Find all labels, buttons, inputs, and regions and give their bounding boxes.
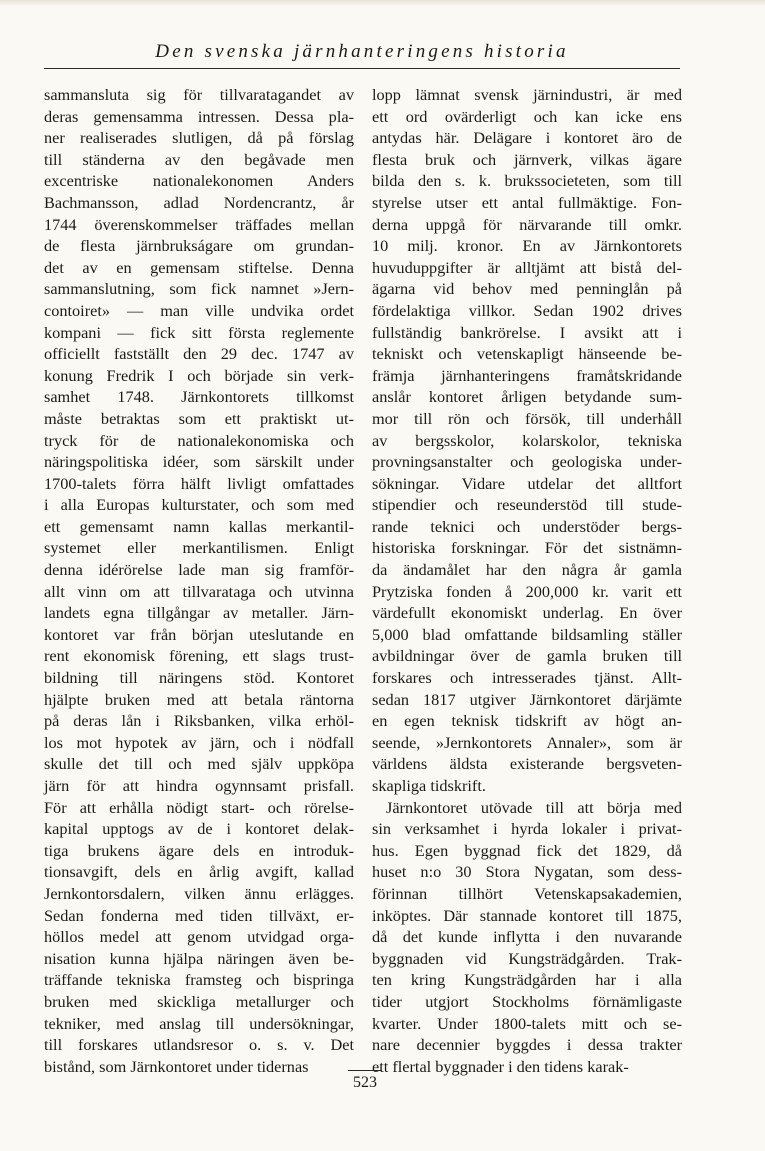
text-line: skulle det till och med själv uppköpa — [44, 754, 354, 774]
text-line: huset n:o 30 Stora Nygatan, som dess- — [372, 862, 682, 882]
running-header — [44, 34, 680, 69]
running-header-title: Den svenska järnhanteringens historia — [155, 41, 569, 62]
text-line: mor till rön och försök, till underhåll — [372, 408, 682, 428]
text-line: anslår kontoret årligen betydande sum- — [372, 387, 682, 407]
text-line: världens äldsta existerande bergsveten- — [372, 754, 682, 774]
text-line: allt vinn om att tillvarataga och utvinna — [44, 581, 354, 601]
text-line: ett ord ovärderligt och kan icke ens — [372, 106, 682, 126]
text-line: bruken med skickliga metallurger och — [44, 991, 354, 1011]
text-line: de flesta järnbrukságare om grundan- — [44, 236, 354, 256]
text-line: ner realiserades slutligen, då på förslag — [44, 128, 354, 148]
text-line: en egen teknisk tidskrift av högt an- — [372, 711, 682, 731]
text-line: skapliga tidskrift. — [372, 776, 486, 795]
left-text-column — [44, 84, 354, 1077]
text-line: ett flertal byggnader i den tidens karak- — [372, 1056, 629, 1076]
text-line: stipendier och reseunderstöd till stude- — [372, 495, 682, 515]
text-line: tekniker, med anslag till undersökningar, — [44, 1013, 354, 1033]
text-line: inköptes. Där stannade kontoret till 1875, — [372, 905, 682, 925]
text-line: 1700-talets förra hälft livligt omfattades — [44, 473, 354, 493]
text-line: För att erhålla nödigt start- och rörelse- — [44, 797, 354, 817]
text-line: rent ekonomisk förening, ett slags trust- — [44, 646, 354, 666]
text-line: excentriske nationalekonomen Anders — [44, 171, 354, 191]
text-line: järn för att hindra ogynnsamt prisfall. — [44, 776, 354, 795]
text-line: näringspolitiska idéer, som särskilt under — [44, 452, 354, 472]
text-line: historiska forskningar. För det sistnämn- — [372, 538, 682, 558]
text-line: av bergsskolor, kolarskolor, tekniska — [372, 430, 682, 450]
text-line: bistånd, som Järnkontoret under tidernas — [44, 1056, 309, 1076]
text-line: främja järnhanteringens framåtskridande — [372, 365, 682, 385]
text-line: värdefullt ekonomiskt underlag. En över — [372, 603, 682, 623]
page-edge — [0, 0, 765, 6]
text-line: konung Fredrik I och började sin verk- — [44, 365, 354, 385]
text-line: förinnan tillhört Vetenskapsakademien, — [372, 883, 682, 903]
text-line: nisation kunna hjälpa näringen även be- — [44, 948, 354, 968]
text-line: kvarter. Under 1800-talets mitt och se- — [372, 1013, 682, 1033]
text-line: kontoret var från början uteslutande en — [44, 624, 354, 644]
text-line: Bachmansson, adlad Nordencrantz, år — [44, 192, 354, 212]
text-line: provningsanstalter och geologiska under- — [372, 452, 682, 472]
text-line: antydas här. Delägare i kontoret äro de — [372, 128, 682, 148]
text-line: los mot hypotek av järn, och i nödfall — [44, 732, 354, 752]
text-line: officiellt fastställt den 29 dec. 1747 av — [44, 344, 354, 364]
text-line: tekniskt och vetenskapligt hänseende be- — [372, 344, 682, 364]
text-line: derna uppgå för närvarande till omkr. — [372, 214, 682, 234]
text-line: lopp lämnat svensk järnindustri, är med — [372, 85, 682, 104]
text-line: ägarna vid behov med penninglån på — [372, 279, 682, 299]
text-line: tiga brukens ägare dels en introduk- — [44, 840, 354, 860]
text-line: höllos medel att genom utvidgad orga- — [44, 927, 354, 947]
text-line: byggnaden vid Kungsträdgården. Trak- — [372, 948, 682, 968]
text-line: till ständerna av den begåvade men — [44, 149, 354, 169]
text-line: sökningar. Vidare utdelar det alltfort — [372, 473, 682, 493]
text-line: sin verksamhet i hyrda lokaler i privat- — [372, 819, 682, 839]
text-line: 10 milj. kronor. En av Järnkontorets — [372, 236, 682, 256]
text-line: kompani — fick sitt första reglemente — [44, 322, 354, 342]
text-line: hus. Egen byggnad fick det 1829, då — [372, 840, 682, 860]
text-line: på deras lån i Riksbanken, vilka erhöl- — [44, 711, 354, 731]
text-line: hjälpte bruken med att betala räntorna — [44, 689, 354, 709]
text-line: då det kunde inflytta i den nuvarande — [372, 927, 682, 947]
text-line: denna idérörelse lade man sig framför- — [44, 560, 354, 580]
text-line: seende, »Jernkontorets Annaler», som är — [372, 732, 682, 752]
text-line: träffande tekniska framsteg och bispringa — [44, 970, 354, 990]
text-line: systemet eller merkantilismen. Enligt — [44, 538, 354, 558]
text-line: Prytziska fonden å 200,000 kr. varit ett — [372, 581, 682, 601]
text-line: samhet 1748. Järnkontorets tillkomst — [44, 387, 354, 407]
text-line: sammanslutning, som fick namnet »Jern- — [44, 279, 354, 299]
text-line: deras gemensamma intressen. Dessa pla- — [44, 106, 354, 126]
text-line: 5,000 blad omfattande bildsamling ställer — [372, 624, 682, 644]
text-line: sedan 1817 utgiver Järnkontoret därjämte — [372, 689, 682, 709]
text-line: fördelaktiga villkor. Sedan 1902 drives — [372, 300, 682, 320]
text-line: ten kring Kungsträdgården har i alla — [372, 970, 682, 990]
text-line: rande teknici och understöder bergs- — [372, 516, 682, 536]
text-line: det av en gemensam stiftelse. Denna — [44, 257, 354, 277]
text-line: nare decennier byggdes i dessa trakter — [372, 1035, 682, 1055]
text-line: bilda den s. k. brukssocieteten, som till — [372, 171, 682, 191]
text-line: tryck för de nationalekonomiska och — [44, 430, 354, 450]
text-line: tider utgjort Stockholms förnämligaste — [372, 991, 682, 1011]
text-line: Jernkontorsdalern, vilken ännu erlägges. — [44, 883, 354, 903]
text-line: huvuduppgifter är alltjämt att bistå del- — [372, 257, 682, 277]
text-line: Järnkontoret utövade till att börja med — [386, 797, 682, 817]
text-line: flesta bruk och järnverk, vilkas ägare — [372, 149, 682, 169]
text-line: till forskares utlandsresor o. s. v. Det — [44, 1035, 354, 1055]
text-line: forskares och intresserades tjänst. Allt- — [372, 668, 682, 688]
text-line: bildning till näringens stöd. Kontoret — [44, 668, 354, 688]
text-line: 1744 överenskommelser träffades mellan — [44, 214, 354, 234]
text-line: styrelse utser ett antal fullmäktige. Fon- — [372, 192, 682, 212]
text-line: måste betraktas som ett praktiskt ut- — [44, 408, 354, 428]
right-text-column — [372, 84, 682, 1077]
text-line: sammansluta sig för tillvaratagandet av — [44, 85, 354, 104]
text-line: ett gemensamt namn kallas merkantil- — [44, 516, 354, 536]
text-line: contoiret» — man ville undvika ordet — [44, 300, 354, 320]
text-line: tionsavgift, dels en årlig avgift, kallad — [44, 862, 354, 882]
text-line: avbildningar över de gamla bruken till — [372, 646, 682, 666]
text-line: i alla Europas kulturstater, och som med — [44, 495, 354, 515]
text-line: landets egna tillgångar av metaller. Järn- — [44, 603, 354, 623]
text-line: Sedan fonderna med tiden tillväxt, er- — [44, 905, 354, 925]
text-line: fullständig bankrörelse. I avsikt att i — [372, 322, 682, 342]
page-number: 523 — [340, 1070, 390, 1092]
text-line: da ändamålet har den några år gamla — [372, 560, 682, 580]
text-line: kapital upptogs av de i kontoret delak- — [44, 819, 354, 839]
